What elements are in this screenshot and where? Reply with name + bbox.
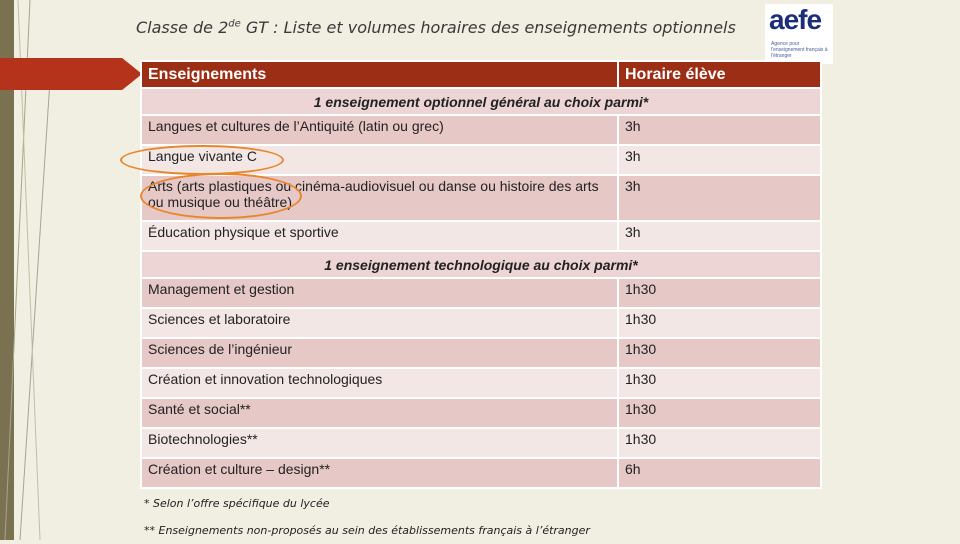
- aefe-logo: [765, 4, 833, 64]
- logo-subtitle: Agence pour l'enseignement français à l'étranger: [771, 41, 828, 59]
- course-name: Création et culture – design**: [141, 458, 618, 488]
- slide-title: Classe de 2de GT : Liste et volumes horaires des enseignements optionnels: [136, 18, 736, 37]
- table-row: [141, 368, 821, 398]
- course-name: Éducation physique et sportive: [141, 221, 618, 251]
- course-hours: 3h: [618, 115, 821, 145]
- section-row-general: [141, 88, 821, 115]
- table-header-row: [141, 61, 821, 88]
- table-row: [141, 115, 821, 145]
- table-row: [141, 308, 821, 338]
- course-hours: 1h30: [618, 368, 821, 398]
- course-name: Santé et social**: [141, 398, 618, 428]
- section-title-technologique: 1 enseignement technologique au choix parmi*: [141, 251, 821, 278]
- course-name: Langues et cultures de l’Antiquité (latin ou grec): [141, 115, 618, 145]
- footnote-1: * Selon l’offre spécifique du lycée: [144, 497, 330, 510]
- table-row: [141, 338, 821, 368]
- course-name: Biotechnologies**: [141, 428, 618, 458]
- logo-word: aefe: [769, 4, 822, 35]
- course-hours: 1h30: [618, 398, 821, 428]
- table-row: [141, 221, 821, 251]
- course-hours: 3h: [618, 145, 821, 175]
- section-title-general: 1 enseignement optionnel général au choix parmi*: [141, 88, 821, 115]
- section-row-technologique: [141, 251, 821, 278]
- header-enseignements: Enseignements: [141, 61, 618, 88]
- footnotes: [144, 490, 590, 544]
- header-horaire: Horaire élève: [618, 61, 821, 88]
- course-hours: 1h30: [618, 308, 821, 338]
- course-hours: 6h: [618, 458, 821, 488]
- course-name: Création et innovation technologiques: [141, 368, 618, 398]
- course-hours: 3h: [618, 175, 821, 221]
- course-name: Sciences de l’ingénieur: [141, 338, 618, 368]
- options-table: [140, 60, 822, 489]
- course-hours: 1h30: [618, 278, 821, 308]
- red-arrow-shape: [0, 58, 142, 90]
- highlight-oval-arts: [140, 173, 302, 219]
- course-name: Langue vivante C: [141, 145, 618, 175]
- course-name: Sciences et laboratoire: [141, 308, 618, 338]
- table-row: [141, 278, 821, 308]
- highlight-oval-langue-vivante: [120, 145, 284, 175]
- table-row: [141, 458, 821, 488]
- course-name: Arts (arts plastiques ou cinéma-audiovisuel ou danse ou histoire des arts ou musique ou théâtre): [141, 175, 618, 221]
- course-hours: 1h30: [618, 428, 821, 458]
- footnote-2: ** Enseignements non-proposés au sein des établissements français à l’étranger: [144, 524, 590, 537]
- table-row: [141, 398, 821, 428]
- course-hours: 3h: [618, 221, 821, 251]
- course-name: Management et gestion: [141, 278, 618, 308]
- table-row: [141, 428, 821, 458]
- course-hours: 1h30: [618, 338, 821, 368]
